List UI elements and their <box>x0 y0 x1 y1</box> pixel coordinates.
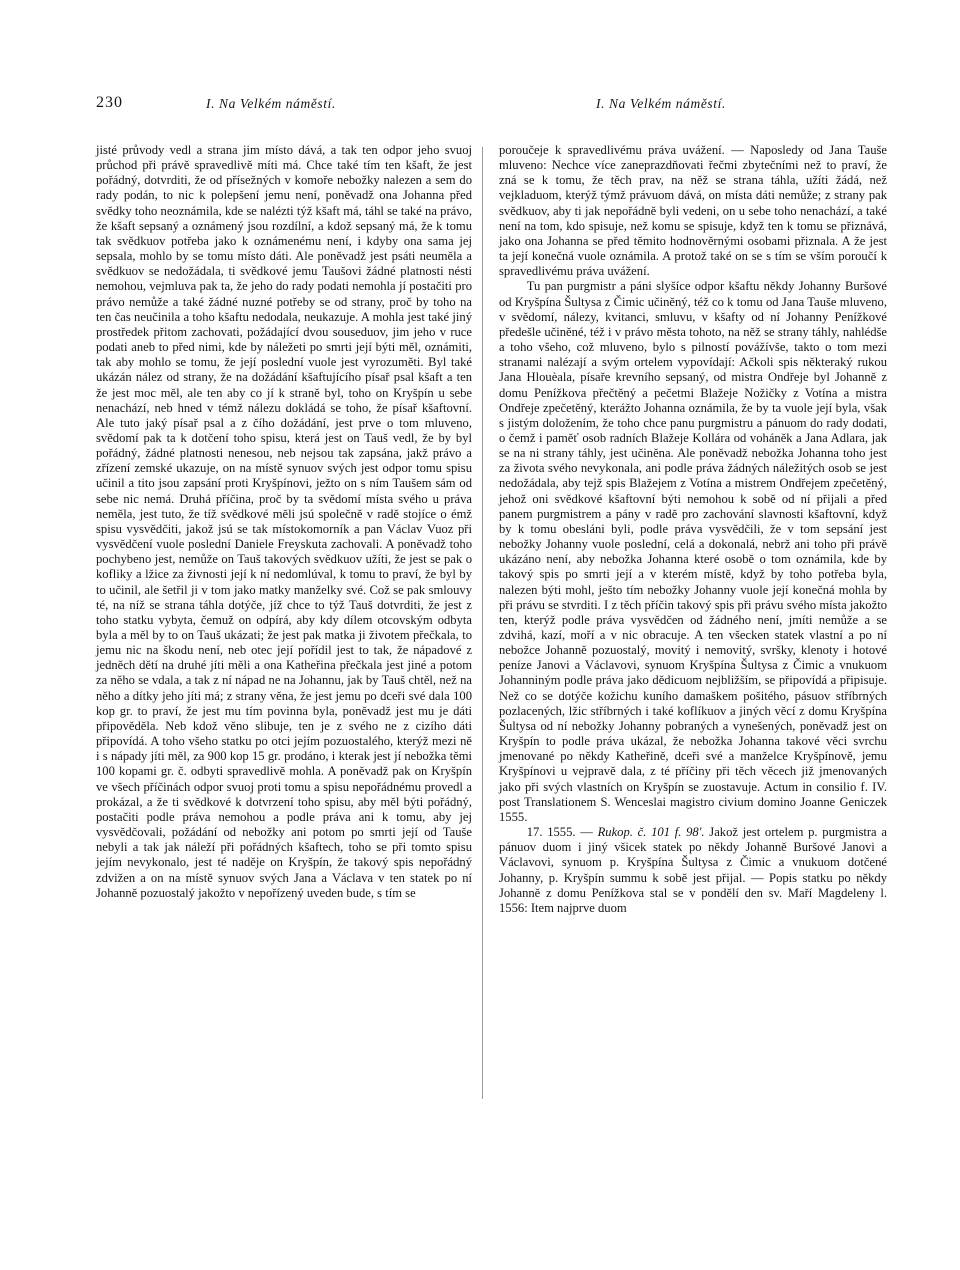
right-paragraph-2: Tu pan purgmistr a páni slyšíce odpor kšaftu někdy Johanny Buršové od Kryšpína Šultysa z Čimic učiněný, též co k tomu od Jana Tauše mluveno, v svědomí, nálezy, kvitanci, smluvu, v kšafty od ní Johanny Penížkové předešle učiněné, též i v právo města tohoto, na něž se strany táhly, nahlédše a toho všeho, což mluveno, bylo s pilností povážívše, takto o tom mezi stranami nalézají a svým ortelem vypovídají: Ačkoli spis některaký rukou Jana Hlouèala, písaře krevního sepsaný, od mistra Ondřeje byl Johanně z domu Penížkova přečtěný a pečetmi Blažeje Nožičky z Votína a mistra Ondřeje zpečetěný, kterážto Johanna oznámila, že by ta vuole její byla, však s jistým doložením, že toho chce panu purgmistru a pánuom do rady dodati, o čemž i paměť osob radních Blažeje Kollára od voháněk a Jana Adlara, jak se na ni strany táhly, jest učiněna. Ale poněvadž nebožka Johanna toho jest za života svého nevykonala, ani podle práva žádných náležitých osob se jest nedožádala, aby tejž spis Blažejem z Votína a mistrem Ondřejem zpečetěný, jehož oni svědkové kšaftovní býti nemohou k sobě od ní přijali a před panem purgmistrem a pány v radě pro zachování slavnosti kšaftovní, když by k tomu obesláni byli, podle práva vysvědčili, že v tom sepsání jest nebožky Johanny vuole poslední, celá a dokonalá, nebrž ani toho při právě ukázáno není, aby nebožka Johanna které osobě o tom oznámila, kde by takový spis po smrti její a v kterém místě, když by toho potřeba byla, nalezen býti mohl, ješto tím nebožky Johanny vuole její konečná mohla by při právu se stvrditi. I z těch příčin takový spis při právu svého místa jakožto ten, kterýž podle práva vysvědčen od žádného není, jmíti nemůže a se zdvihá, kazí, moří a v nic obracuje. A ten všecken statek vlastní a po ní nebožce Johanně pozuostalý, movitý i nemovitý, svršky, klenoty i hotové peníze Janovi a Václavovi, synuom Kryšpína Šultysa z Čimic a vnukuom Johanniným podle práva jako dědicuom nejbližším, se připovídá a připisuje. Než co se dotýče kožichu kuního damaškem pošitého, pásuov stříbrných pozlacených, lžic stříbrných i také koflíkuov a jiných věcí z domu Kryšpína Šultysa od ní nebožky Johanny pobraných a vynešených, poněvadž jest on Kryšpín to podle práva ukázal, že nebožka Johanna takové věci svrchu jmenované po někdy Katheřině, dceři své a manželce Kryšpínově, jemu Kryšpínovi u vejpravě dala, z té příčiny při těch věcech již jmenovaných jako při svých vlastních on Kryšpín se zuostavuje. Actum in consilio f. IV. post Translationem S. Wenceslai magistro civium domino Joanne Geniczek 1555. <box>499 279 887 824</box>
page-number: 230 <box>96 94 123 111</box>
left-column <box>96 143 472 901</box>
running-head-left: I. Na Velkém náměstí. <box>206 96 336 111</box>
left-paragraph-1: jisté průvody vedl a strana jim místo dává, a tak ten odpor jeho svuoj průchod při právě spravedlivě míti má. Chce také tím ten kšaft, že jest pořádný, dotvrditi, že od přísežných v komoře nebožky nalezen a sem do rady podán, to nic k polepšení jemu není, poněvadž ona Johanna před svědky toho neoznámila, kde se nalézti týž kšaft má, táhl se také na právo, že kšaft sepsaný a oznámený jsou rozdílní, a kdož sepsaný má, že k tomu tak svědkuov potřeba jako k oznámenému není, i kdyby ona sama jej sepsala, mohlo by se tomu místo dáti. Ale poněvadž jest psáti neuměla a svědkuov se nedožádala, ti svědkové jemu Taušovi žádné platnosti nésti nemohou, vejmluva pak ta, že jeho do rady podati nemohla jí postačiti pro právo nemůže a také žádné nuzné potřeby se od strany, proč by toho na ten čas neučinila a toho kšaftu nedodala, neukazuje. A mohla jest také jiný prostředek přitom zachovati, požádající dvou souseduov, jim jeho v ruce podati aneb to před nimi, kde by náležeti po smrti její býti měl, oznámiti, tak aby mohlo se tomu, že její poslední vuole jest vyrozuměti. Byl také ukázán nález od strany, že na dožádání kšaftujícího písař psal kšaft a ten že jest moc měl, ale ten aby co jí k straně byl, toho on Kryšpín u sebe nenachází, neb hned v témž nálezu dokládá se toho, že písař kšaftovní. Ale tuto jaký písař psal a z čího dožádání, jest prve o tom mluveno, svědomí pak ta k dotčení toho spisu, která jest on Tauš vedl, že by byl pořádný, žádné platnosti nenesou, neb nejsou tak zapsána, jakž právo a zřízení zemské ukazuje, on na místě synuov svých jest odpor tomu spisu učinil a tito jsou zapsání proti Kryšpínovi, ježto on s ním Taušem sám od sebe nic nemá. Druhá příčina, proč by ta svědomí místa svého u práva neměla, jest tuto, že tíž svědkové měli jsú společně v radě stojíce o émž spisu vysvědčiti, jakož jsú se tak místokomorník a pan Václav Vuoz při vysvědčení vuole poslední Daniele Freyskuta zachovali. A poněvadž toho pochybeno jest, nemůže on Tauš takových svědkuov užíti, že jest se pak o kofliky a lžice za živnosti její k ní nedomlúval, k tomu to praví, že byl by to učinil, ale šetřil ji v tom jako matky manželky své. Což se pak smlouvy té, na níž se strana táhla dotýče, jíž chce to týž Tauš dotvrditi, že jest z toho statku vybyta, čemuž on odpírá, aby kdy dílem otcovským odbyta byla a měl by to on Tauš ukázati; že jest pak matka ji životem přečkala, to jemu nic na škodu není, neb otec její pořídil jest to tak, že nápadové z jedněch dětí na druhé jíti měli a ona Katheřina přečkala jest jiné a potom za něho se vdala, a tak z ní nápad ne na Johannu, jak by Tauš chtěl, než na něho a dítky jeho jíti má; z strany věna, že jest jemu po dceři své dala 100 kop gr. to praví, že jest mu tím povinna byla, poněvadž jest mu je dáti připověděla. Neb kdož věno slibuje, ten je z svého ne z cizího dáti připovídá. A toho všeho statku po otci jejím pozuostalého, kterýž mezi ně i s nápady jíti měl, za 900 kop 15 gr. prodáno, i kterak jest jí nebožka těmi 100 kopami gr. č. odbyti spravedlivě mohla. A poněvadž pak on Kryšpín ve všech příčinách odpor svuoj proti tomu a spisu nepořádnému provedl a prokázal, a že ti svědkové k dotvrzení toho spisu, aby měl býti pořádný, postačiti podle práva nemohou a podle práva ani k tomu, aby jej vysvědčovali, požádání od nebožky ani potom po smrti její od Tauše nebyli a tak jak náleží při pořádných kšaftech, toho se při tomto spisu jejím nevykonalo, jest té naděje on Kryšpín, že takový spis nepořádný zdvižen a on na místě synuov svých Jana a Václava v ten statek po ní Johanně pozuostalý jakožto v nepořízený uveden bude, s tím se <box>96 143 472 900</box>
column-divider <box>482 147 483 1099</box>
page-header <box>96 94 876 120</box>
entry-source: Rukop. č. 101 f. 98'. <box>597 825 705 840</box>
right-column <box>499 143 887 916</box>
right-paragraph-3 <box>499 825 887 916</box>
running-head-right: I. Na Velkém náměstí. <box>596 96 726 111</box>
right-paragraph-1: poroučeje k spravedlivému práva uvážení. — Naposledy od Jana Tauše mluveno: Nechce více zaneprazdňovati řečmi zbytečními než to praví, že zná se k tomu, že těch prav, na něž se strana táhla, užíti žádá, než vejkladuom, kterýž týmž právuom dává, on místa dáti nemůže; z strany pak svědkuov, aby ti jak nepořádně byli vedeni, on u sebe toho nenachází, a také není na tom, kdo spisuje, než komu se spisuje, když ten k tomu se přiznává, jako ona Johanna se před těmito hodnověrnými osobami přiznala. A že jest ta její konečná vuole oznámila. A protož také on se s tím se vším poroučí k spravedlivému práva uvážení. <box>499 143 887 279</box>
entry-number: 17. 1555. <box>526 825 576 840</box>
entry-text: Jakož jest ortelem p. purgmistra a pánuov duom i jiný všicek statek po někdy Johanně Buršové Janovi a Václavovi, synuom p. Kryšpína Šultysa z Čimic a vnukuom dotčené Johanny, p. Kryšpín summu k sobě jest přijal. — Popis statku po někdy Johanně z domu Penížkova stal se v pondělí den sv. Maří Magdeleny l. 1556: Item najprve duom <box>499 825 887 915</box>
entry-dash: — <box>580 825 593 840</box>
